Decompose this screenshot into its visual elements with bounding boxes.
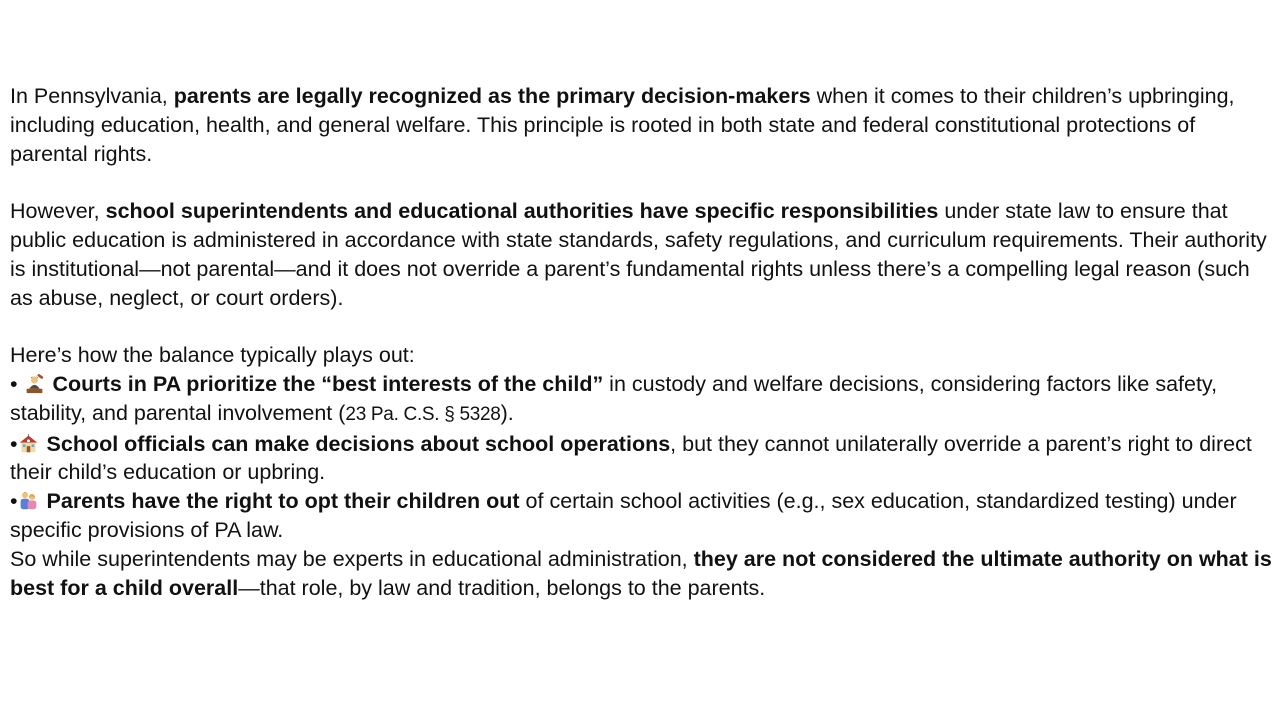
bullet-parents-text: of certain school activities (e.g., sex education, standardized testing) under specific provisions of PA law. bbox=[10, 489, 1237, 542]
judge-icon bbox=[24, 373, 45, 394]
paragraph-gap bbox=[10, 312, 1272, 341]
p1-text-c: when it comes to their children’s upbringing, including education, health, and general welfare. This principle is rooted in both state and federal constitutional protections of parental rights. bbox=[10, 84, 1235, 166]
paragraph-gap bbox=[10, 168, 1272, 197]
bullet-parents bbox=[10, 487, 1272, 545]
bullet-courts-end: ). bbox=[500, 400, 514, 425]
conclusion-text-c: —that role, by law and tradition, belongs to the parents. bbox=[238, 575, 766, 600]
bullet-school-officials bbox=[10, 430, 1272, 488]
bullet-dot: • bbox=[10, 489, 18, 514]
intro-line: Here’s how the balance typically plays out: bbox=[10, 343, 415, 368]
p1-text-a: In Pennsylvania, bbox=[10, 84, 174, 108]
school-icon bbox=[18, 433, 39, 454]
statute-citation: 23 Pa. C.S. § 5328 bbox=[345, 403, 501, 425]
conclusion-bold: they are not considered the ultimate authority on what is best for a child overall bbox=[10, 546, 1272, 600]
bullet-school-text: , but they cannot unilaterally override a parent’s right to direct their child’s education or upbring. bbox=[10, 431, 1252, 485]
bullet-dot: • bbox=[10, 371, 18, 396]
paragraph-parental-rights bbox=[10, 82, 1272, 168]
p2-text-c: under state law to ensure that public education is administered in accordance with state standards, safety regulations, and curriculum requirements. Their authority is institutional—not parental—and it does not override a parent’s fundamental rights unless there’s a compelling legal reason (such as abuse, neglect, or court orders). bbox=[10, 199, 1267, 310]
family-icon bbox=[18, 490, 39, 511]
bullet-courts-text: in custody and welfare decisions, considering factors like safety, stability, and parental involvement ( bbox=[10, 371, 1218, 425]
p1-bold: parents are legally recognized as the primary decision-makers bbox=[173, 84, 811, 108]
conclusion-text-a: So while superintendents may be experts in educational administration, bbox=[10, 546, 694, 571]
bullet-dot: • bbox=[10, 431, 18, 456]
bullet-courts-bold: Courts in PA prioritize the “best interests of the child” bbox=[52, 371, 604, 396]
p2-text-a: However, bbox=[10, 199, 106, 224]
p2-bold: school superintendents and educational authorities have specific responsibilities bbox=[105, 199, 939, 224]
bullet-courts bbox=[10, 370, 1272, 430]
paragraph-superintendents bbox=[10, 197, 1272, 312]
bullet-school-bold: School officials can make decisions about school operations bbox=[46, 431, 671, 456]
paragraph-conclusion bbox=[10, 545, 1272, 603]
bullet-parents-bold: Parents have the right to opt their children out bbox=[46, 489, 520, 514]
document-body bbox=[10, 82, 1272, 602]
